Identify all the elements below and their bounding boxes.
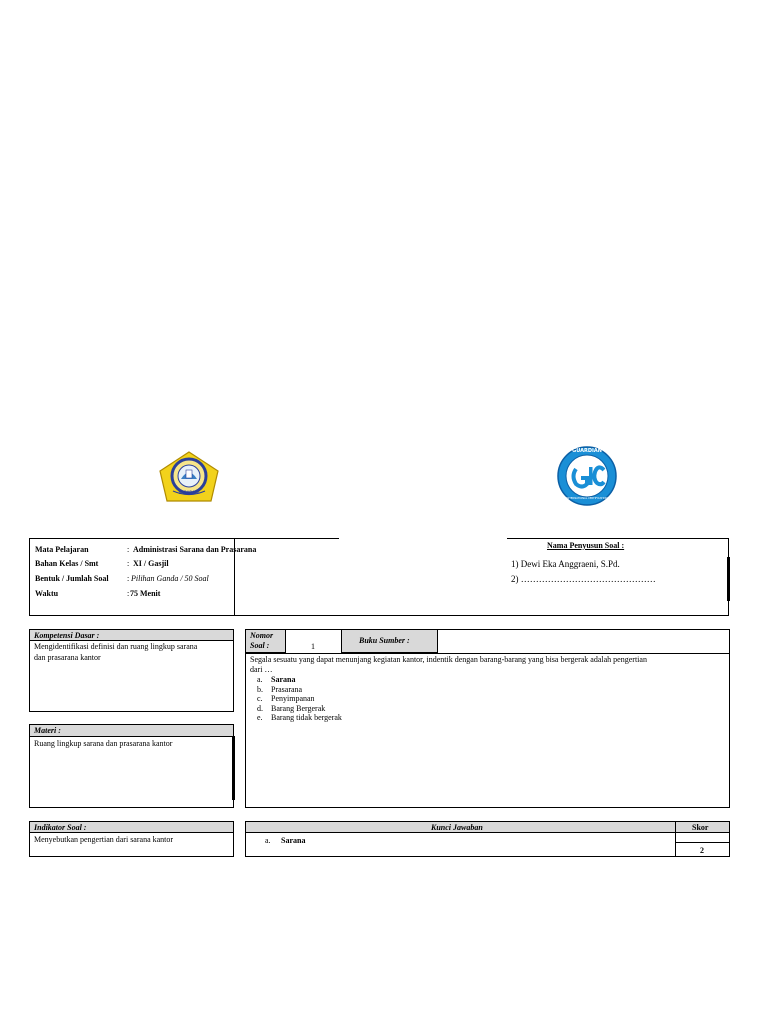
skor-divider xyxy=(675,822,676,856)
option-text: Penyimpanan xyxy=(271,694,315,704)
separator-3: : xyxy=(127,574,130,583)
waktu-value: 75 Menit xyxy=(130,589,161,598)
materi-label: Materi : xyxy=(34,726,61,735)
mata-pelajaran-label: Mata Pelajaran xyxy=(35,545,89,554)
nomor-label-2: Soal : xyxy=(250,641,270,650)
buku-sumber-label: Buku Sumber : xyxy=(359,636,410,645)
separator-2: : xyxy=(127,559,130,568)
header-left-border xyxy=(29,538,30,616)
option-text: Barang Bergerak xyxy=(271,703,326,713)
soal-box xyxy=(245,629,730,808)
option-letter: a. xyxy=(257,675,263,684)
materi-box xyxy=(29,724,234,808)
option-text: Barang tidak bergerak xyxy=(271,713,342,723)
answer-option-e xyxy=(250,713,342,723)
kunci-box xyxy=(245,821,730,857)
waktu-label: Waktu xyxy=(35,589,59,598)
penyusun-title: Nama Penyusun Soal : xyxy=(547,541,625,550)
school-logo xyxy=(157,451,221,503)
kompetensi-box xyxy=(29,629,234,712)
option-letter: e. xyxy=(257,713,263,723)
answer-options xyxy=(250,675,342,723)
kunci-answer: Sarana xyxy=(281,836,306,845)
header-bottom-line xyxy=(29,615,729,616)
skor-label: Skor xyxy=(692,823,709,832)
bentuk-jumlah-value: Pilihan Ganda / 50 Soal xyxy=(131,574,209,583)
answer-option-a xyxy=(250,675,342,685)
indikator-label: Indikator Soal : xyxy=(34,823,87,832)
materi-text: Ruang lingkup sarana dan prasarana kantor xyxy=(34,739,173,748)
header-top-line-left xyxy=(29,538,339,539)
answer-option-b xyxy=(250,685,342,695)
header-top-line-right xyxy=(507,538,729,539)
kompetensi-text-1: Mengidentifikasi definisi dan ruang lingkup sarana xyxy=(34,642,198,651)
bahan-kelas-label: Bahan Kelas / Smt xyxy=(35,559,99,568)
bahan-kelas-value: XI / Gasjil xyxy=(133,559,169,568)
school-crest-icon xyxy=(157,451,221,503)
indikator-text: Menyebutkan pengertian dari sarana kantor xyxy=(34,835,174,844)
materi-right-thick-border xyxy=(232,736,235,800)
nomor-label-1: Nomor xyxy=(250,631,274,640)
separator-1: : xyxy=(127,545,130,554)
mata-pelajaran-value: Administrasi Sarana dan Prasarana xyxy=(133,545,257,554)
option-letter: c. xyxy=(257,694,263,704)
skor-value: 2 xyxy=(700,846,704,855)
option-text: Sarana xyxy=(271,675,296,684)
question-text-1: Segala sesuatu yang dapat menunjang kegiatan kantor, indentik dengan barang-barang yang bisa bergerak adalah pengertian xyxy=(250,655,647,664)
penyusun-2: 2) ……………………………………… xyxy=(511,574,656,584)
header-right-border-thick xyxy=(727,557,730,601)
gic-logo-top-text: GUARDIAN xyxy=(572,448,602,454)
question-text-2: dari … xyxy=(250,665,273,674)
option-letter: d. xyxy=(257,703,263,713)
bentuk-jumlah-label: Bentuk / Jumlah Soal xyxy=(35,574,109,583)
indikator-box xyxy=(29,821,234,857)
penyusun-1: 1) Dewi Eka Anggraeni, S.Pd. xyxy=(511,559,620,569)
school-logo-text: SURABAYA xyxy=(178,490,200,495)
answer-option-c xyxy=(250,694,342,704)
kunci-label: Kunci Jawaban xyxy=(431,823,483,832)
kunci-header xyxy=(246,822,729,833)
kompetensi-label: Kompetensi Dasar : xyxy=(34,631,100,640)
skor-value-line xyxy=(675,842,729,843)
gic-logo-bottom-text: INTERNATIONAL CERTIFICATION xyxy=(566,497,608,500)
answer-option-d xyxy=(250,704,342,714)
option-letter: b. xyxy=(257,684,263,694)
kompetensi-text-2: dan prasarana kantor xyxy=(34,653,101,662)
option-text: Prasarana xyxy=(271,684,303,694)
kunci-letter: a. xyxy=(265,836,271,845)
nomor-value: 1 xyxy=(311,642,315,651)
separator-4: : xyxy=(127,589,130,598)
